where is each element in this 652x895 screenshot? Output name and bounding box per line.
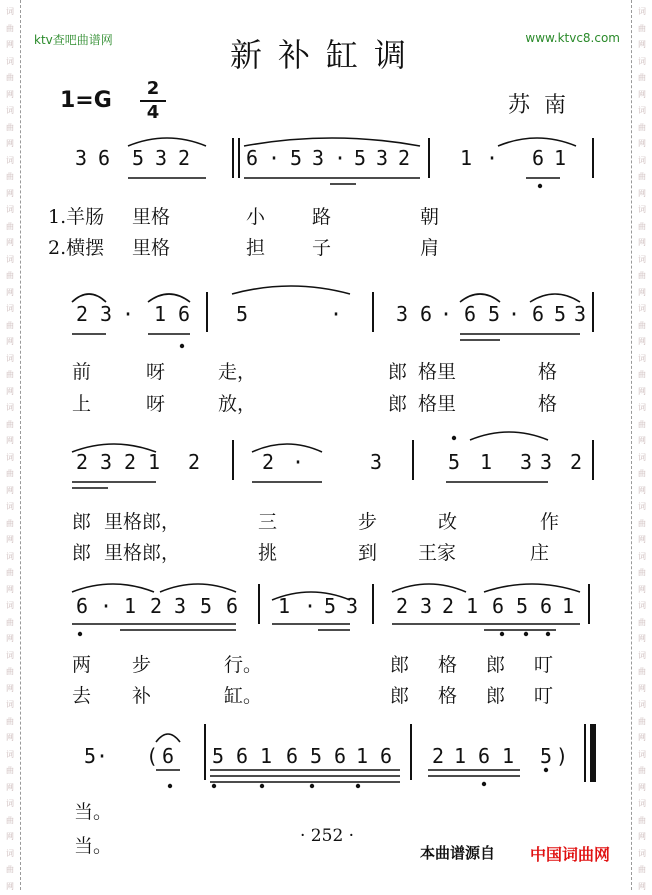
note-digit: 5 [488, 302, 500, 326]
note-digit: 5 [236, 302, 248, 326]
note-digit: 2 [432, 744, 444, 768]
edge-watermark-char: 网 [638, 37, 646, 54]
lyric-syllable: 上 [72, 389, 91, 416]
note-digit: · [292, 450, 304, 474]
edge-watermark-char: 网 [6, 780, 14, 797]
edge-watermark-char: 网 [638, 631, 646, 648]
note-digit: 1 [124, 594, 136, 618]
note-digit: 3 [396, 302, 408, 326]
note-digit: 5 [132, 146, 144, 170]
note-digit: 6 [226, 594, 238, 618]
slur-arc [156, 734, 180, 742]
note-digit: · [100, 594, 112, 618]
edge-watermark-char: 词 [6, 499, 14, 516]
note-digit: 3 [155, 146, 167, 170]
octave-dot [544, 768, 548, 772]
note-digit: 1 [502, 744, 514, 768]
edge-watermark-char: 词 [638, 301, 646, 318]
edge-watermark-char: 词 [6, 400, 14, 417]
note-digit: 1 [260, 744, 272, 768]
note-digit: 6 [178, 302, 190, 326]
note-digit: 5 [516, 594, 528, 618]
edge-watermark-char: 曲 [638, 219, 646, 236]
note-digit: · [486, 146, 498, 170]
slur-arc [252, 444, 322, 452]
edge-watermark-char: 网 [6, 631, 14, 648]
note-digit: 1 [278, 594, 290, 618]
brand-label: 中国词曲网 [530, 842, 610, 865]
lyric-syllable: 步 [358, 507, 377, 534]
note-digit: 1 [148, 450, 160, 474]
note-digit: · [508, 302, 520, 326]
lyric-syllable: 当。 [74, 831, 112, 858]
edge-watermark-char: 网 [6, 235, 14, 252]
slur-arc [484, 584, 580, 592]
lyric-syllable: 郎 [390, 681, 409, 708]
note-digit: 1 [154, 302, 166, 326]
note-digit: 5 [324, 594, 336, 618]
note-digit: · [304, 594, 316, 618]
edge-watermark-char: 网 [638, 582, 646, 599]
edge-watermark-char: 曲 [638, 318, 646, 335]
edge-watermark-char: 词 [638, 648, 646, 665]
lyric-syllable: 里格 [132, 202, 170, 229]
edge-watermark-char: 网 [638, 87, 646, 104]
edge-watermark-char: 网 [6, 433, 14, 450]
note-digit: 3 [100, 302, 112, 326]
slur-arc [530, 294, 580, 302]
edge-watermark-char: 曲 [6, 367, 14, 384]
edge-watermark-char: 词 [6, 351, 14, 368]
edge-watermark-char: 网 [6, 285, 14, 302]
note-digit: 5 [200, 594, 212, 618]
slur-arc [470, 432, 548, 440]
edge-watermark-char: 曲 [638, 120, 646, 137]
lyric-syllable: 呀 [146, 357, 165, 384]
lyric-syllable: 郎 [390, 650, 409, 677]
note-digit: 2 [188, 450, 200, 474]
note-digit: 2 [124, 450, 136, 474]
edge-watermark-char: 词 [6, 54, 14, 71]
edge-watermark-char: 曲 [638, 367, 646, 384]
note-digit: 6 [420, 302, 432, 326]
site-watermark-left: ktv查吧曲谱网 [34, 31, 113, 48]
edge-watermark-char: 曲 [638, 169, 646, 186]
note-digit: 1 [466, 594, 478, 618]
edge-watermark-char: 曲 [6, 268, 14, 285]
edge-watermark-char: 网 [6, 384, 14, 401]
note-digit: 3 [376, 146, 388, 170]
lyric-syllable: 1.羊肠 [48, 202, 104, 229]
note-digit: · [96, 744, 108, 768]
edge-watermark-char: 曲 [6, 862, 14, 879]
lyric-syllable: 格 [538, 357, 557, 384]
edge-watermark-char: 曲 [6, 763, 14, 780]
lyric-syllable: 格 [438, 681, 457, 708]
edge-watermark-char: 词 [638, 54, 646, 71]
slur-arc [460, 294, 500, 302]
note-digit: · [334, 146, 346, 170]
song-title: 新补缸调 [0, 30, 652, 76]
lyric-syllable: 格 [538, 389, 557, 416]
site-watermark-right: www.ktvc8.com [525, 31, 620, 45]
note-digit: 6 [464, 302, 476, 326]
note-digit: 6 [478, 744, 490, 768]
lyric-syllable: 格里 [418, 357, 456, 384]
edge-watermark-char: 曲 [6, 813, 14, 830]
edge-watermark-char: 网 [638, 730, 646, 747]
edge-watermark-char: 词 [6, 549, 14, 566]
note-digit: ) [556, 744, 568, 768]
note-digit: 3 [75, 146, 87, 170]
edge-watermark-char: 网 [638, 334, 646, 351]
note-digit: 5 [310, 744, 322, 768]
edge-watermark-char: 词 [6, 747, 14, 764]
note-digit: 1 [562, 594, 574, 618]
edge-watermark-char: 曲 [638, 714, 646, 731]
note-digit: 1 [460, 146, 472, 170]
edge-watermark-char: 词 [638, 598, 646, 615]
note-digit: 6 [246, 146, 258, 170]
note-digit: 3 [174, 594, 186, 618]
lyric-syllable: 放， [218, 389, 256, 416]
lyric-syllable: 2.横摆 [48, 233, 104, 260]
octave-dot [452, 436, 456, 440]
note-digit: 3 [346, 594, 358, 618]
key-signature: 1=G [60, 88, 112, 113]
note-digit: 6 [286, 744, 298, 768]
note-digit: 6 [98, 146, 110, 170]
edge-watermark-char: 网 [638, 186, 646, 203]
edge-watermark-char: 网 [6, 582, 14, 599]
note-digit: 2 [150, 594, 162, 618]
edge-watermark-char: 词 [638, 351, 646, 368]
lyric-syllable: 行。 [224, 650, 262, 677]
time-signature-bottom: 4 [140, 102, 166, 124]
lyric-syllable: 肩 [420, 233, 439, 260]
edge-watermark-char: 词 [638, 796, 646, 813]
slur-arc [160, 584, 236, 592]
lyric-syllable: 三 [258, 507, 277, 534]
note-digit: 6 [532, 302, 544, 326]
note-digit: 1 [454, 744, 466, 768]
edge-watermark-char: 词 [6, 4, 14, 21]
edge-watermark-char: 网 [6, 829, 14, 846]
lyric-syllable: 当。 [74, 797, 112, 824]
edge-watermark-char: 词 [6, 202, 14, 219]
lyric-syllable: 作 [540, 507, 559, 534]
note-digit: 6 [492, 594, 504, 618]
note-digit: 6 [76, 594, 88, 618]
edge-watermark-char: 曲 [638, 664, 646, 681]
lyric-syllable: 补 [132, 681, 151, 708]
edge-watermark-char: 网 [638, 483, 646, 500]
lyric-syllable: 叮 [534, 681, 553, 708]
slur-arc [148, 294, 190, 302]
edge-watermark-char: 网 [6, 37, 14, 54]
edge-watermark-char: 网 [6, 186, 14, 203]
note-digit: 1 [356, 744, 368, 768]
edge-watermark-char: 网 [6, 87, 14, 104]
lyric-syllable: 呀 [146, 389, 165, 416]
edge-watermark-char: 词 [6, 450, 14, 467]
edge-watermark-char: 网 [638, 384, 646, 401]
edge-watermark-char: 曲 [6, 714, 14, 731]
octave-dot [482, 782, 486, 786]
edge-watermark-char: 词 [638, 549, 646, 566]
edge-watermark-char: 网 [638, 681, 646, 698]
note-digit: 6 [532, 146, 544, 170]
edge-watermark-char: 曲 [638, 268, 646, 285]
lyric-syllable: 挑 [258, 538, 277, 565]
note-digit: 2 [178, 146, 190, 170]
lyric-syllable: 里格郎， [104, 538, 180, 565]
edge-watermark-char: 网 [638, 532, 646, 549]
note-digit: 5 [290, 146, 302, 170]
note-digit: 2 [262, 450, 274, 474]
lyric-syllable: 王家 [418, 538, 456, 565]
edge-watermark-char: 曲 [6, 565, 14, 582]
lyric-syllable: 两 [72, 650, 91, 677]
note-digit: 3 [574, 302, 586, 326]
edge-watermark-char: 曲 [638, 862, 646, 879]
slur-arc [498, 138, 576, 146]
note-digit: 3 [520, 450, 532, 474]
lyric-syllable: 郎 [388, 357, 407, 384]
lyric-syllable: 前 [72, 357, 91, 384]
note-digit: · [330, 302, 342, 326]
lyric-syllable: 走， [218, 357, 256, 384]
edge-watermark-char: 网 [6, 136, 14, 153]
octave-dot [546, 632, 550, 636]
note-digit: 5 [84, 744, 96, 768]
edge-watermark-char: 曲 [6, 466, 14, 483]
note-digit: 6 [162, 744, 174, 768]
edge-watermark-char: 曲 [6, 219, 14, 236]
source-label: 本曲谱源自 [420, 842, 495, 863]
edge-watermark-char: 曲 [6, 21, 14, 38]
octave-dot [78, 632, 82, 636]
lyric-syllable: 去 [72, 681, 91, 708]
note-digit: 3 [100, 450, 112, 474]
slur-arc [72, 444, 156, 452]
note-digit: 5 [540, 744, 552, 768]
edge-watermark-char: 曲 [6, 70, 14, 87]
note-digit: · [268, 146, 280, 170]
note-digit: 3 [312, 146, 324, 170]
lyric-syllable: 路 [312, 202, 331, 229]
note-digit: 2 [398, 146, 410, 170]
edge-watermark-char: 曲 [6, 318, 14, 335]
note-digit: 2 [76, 302, 88, 326]
edge-watermark-char: 曲 [6, 516, 14, 533]
page-number: · 252 · [300, 826, 354, 846]
lyric-syllable: 叮 [534, 650, 553, 677]
edge-watermark-char: 词 [638, 4, 646, 21]
edge-watermark-char: 网 [6, 681, 14, 698]
note-digit: 1 [480, 450, 492, 474]
octave-dot [524, 632, 528, 636]
lyric-syllable: 缸。 [224, 681, 262, 708]
note-digit: 6 [380, 744, 392, 768]
edge-watermark-char: 曲 [6, 120, 14, 137]
lyric-syllable: 郎 [388, 389, 407, 416]
note-digit: 3 [540, 450, 552, 474]
edge-watermark-char: 曲 [638, 813, 646, 830]
edge-watermark-char: 曲 [638, 70, 646, 87]
slur-arc [244, 138, 420, 146]
edge-watermark-char: 网 [638, 285, 646, 302]
slur-arc [72, 584, 154, 592]
edge-watermark-char: 曲 [638, 21, 646, 38]
lyric-syllable: 担 [246, 233, 265, 260]
edge-watermark-char: 词 [6, 648, 14, 665]
edge-watermark-char: 词 [638, 252, 646, 269]
edge-watermark-char: 网 [638, 879, 646, 895]
note-digit: 5 [554, 302, 566, 326]
edge-watermark-char: 曲 [6, 664, 14, 681]
edge-watermark-char: 网 [638, 235, 646, 252]
note-digit: 6 [540, 594, 552, 618]
edge-watermark-char: 词 [6, 103, 14, 120]
lyric-syllable: 格 [438, 650, 457, 677]
octave-dot [538, 184, 542, 188]
lyric-syllable: 郎 [72, 507, 91, 534]
note-digit: · [122, 302, 134, 326]
edge-watermark-char: 曲 [638, 763, 646, 780]
edge-watermark-char: 词 [6, 796, 14, 813]
edge-watermark-char: 词 [6, 301, 14, 318]
edge-watermark-char: 曲 [638, 565, 646, 582]
note-digit: 2 [570, 450, 582, 474]
octave-dot [310, 784, 314, 788]
edge-watermark-char: 曲 [6, 417, 14, 434]
note-digit: 2 [442, 594, 454, 618]
edge-watermark-char: 词 [638, 747, 646, 764]
note-digit: 2 [396, 594, 408, 618]
edge-watermark-char: 网 [6, 483, 14, 500]
lyric-syllable: 格里 [418, 389, 456, 416]
lyric-syllable: 郎 [72, 538, 91, 565]
edge-watermark-char: 词 [6, 697, 14, 714]
edge-watermark-char: 词 [638, 697, 646, 714]
lyric-syllable: 里格 [132, 233, 170, 260]
slur-arc [72, 294, 106, 302]
edge-watermark-char: 网 [6, 334, 14, 351]
edge-watermark-char: 词 [6, 598, 14, 615]
octave-dot [260, 784, 264, 788]
lyric-syllable: 子 [312, 233, 331, 260]
edge-watermark-char: 网 [638, 829, 646, 846]
note-digit: ( [146, 744, 158, 768]
lyric-syllable: 改 [438, 507, 457, 534]
slur-arc [392, 584, 466, 592]
edge-watermark-char: 网 [6, 532, 14, 549]
octave-dot [356, 784, 360, 788]
edge-watermark-char: 网 [6, 879, 14, 895]
slur-arc [272, 592, 350, 600]
octave-dot [168, 784, 172, 788]
lyric-syllable: 到 [358, 538, 377, 565]
edge-watermark-char: 词 [638, 450, 646, 467]
note-digit: 3 [420, 594, 432, 618]
note-digit: 6 [236, 744, 248, 768]
edge-watermark-char: 词 [638, 153, 646, 170]
edge-watermark-char: 曲 [638, 615, 646, 632]
lyric-syllable: 郎 [486, 681, 505, 708]
edge-watermark-char: 曲 [6, 169, 14, 186]
lyric-syllable: 小 [246, 202, 265, 229]
edge-watermark-char: 网 [638, 433, 646, 450]
lyric-syllable: 步 [132, 650, 151, 677]
note-digit: · [440, 302, 452, 326]
edge-watermark-char: 网 [638, 780, 646, 797]
note-digit: 3 [370, 450, 382, 474]
edge-watermark-char: 词 [638, 499, 646, 516]
note-digit: 5 [448, 450, 460, 474]
lyric-syllable: 庄 [530, 538, 549, 565]
note-digit: 2 [76, 450, 88, 474]
octave-dot [180, 344, 184, 348]
song-origin: 苏南 [508, 88, 580, 119]
lyric-syllable: 朝 [420, 202, 439, 229]
note-digit: 1 [554, 146, 566, 170]
edge-watermark-char: 词 [638, 103, 646, 120]
note-digit: 5 [354, 146, 366, 170]
octave-dot [500, 632, 504, 636]
edge-watermark-char: 词 [6, 153, 14, 170]
edge-watermark-char: 词 [638, 400, 646, 417]
edge-watermark-char: 词 [638, 202, 646, 219]
edge-watermark-char: 曲 [638, 466, 646, 483]
slur-arc [128, 138, 206, 146]
note-digit: 6 [334, 744, 346, 768]
edge-watermark-char: 曲 [638, 417, 646, 434]
lyric-syllable: 郎 [486, 650, 505, 677]
edge-watermark-char: 网 [6, 730, 14, 747]
edge-watermark-char: 词 [638, 846, 646, 863]
edge-watermark-char: 词 [6, 846, 14, 863]
octave-dot [212, 784, 216, 788]
edge-watermark-char: 词 [6, 252, 14, 269]
edge-watermark-char: 曲 [6, 615, 14, 632]
edge-watermark-char: 网 [638, 136, 646, 153]
lyric-syllable: 里格郎， [104, 507, 180, 534]
slur-arc [232, 286, 350, 294]
edge-watermark-char: 曲 [638, 516, 646, 533]
note-digit: 5 [212, 744, 224, 768]
time-signature-top: 2 [140, 78, 166, 102]
